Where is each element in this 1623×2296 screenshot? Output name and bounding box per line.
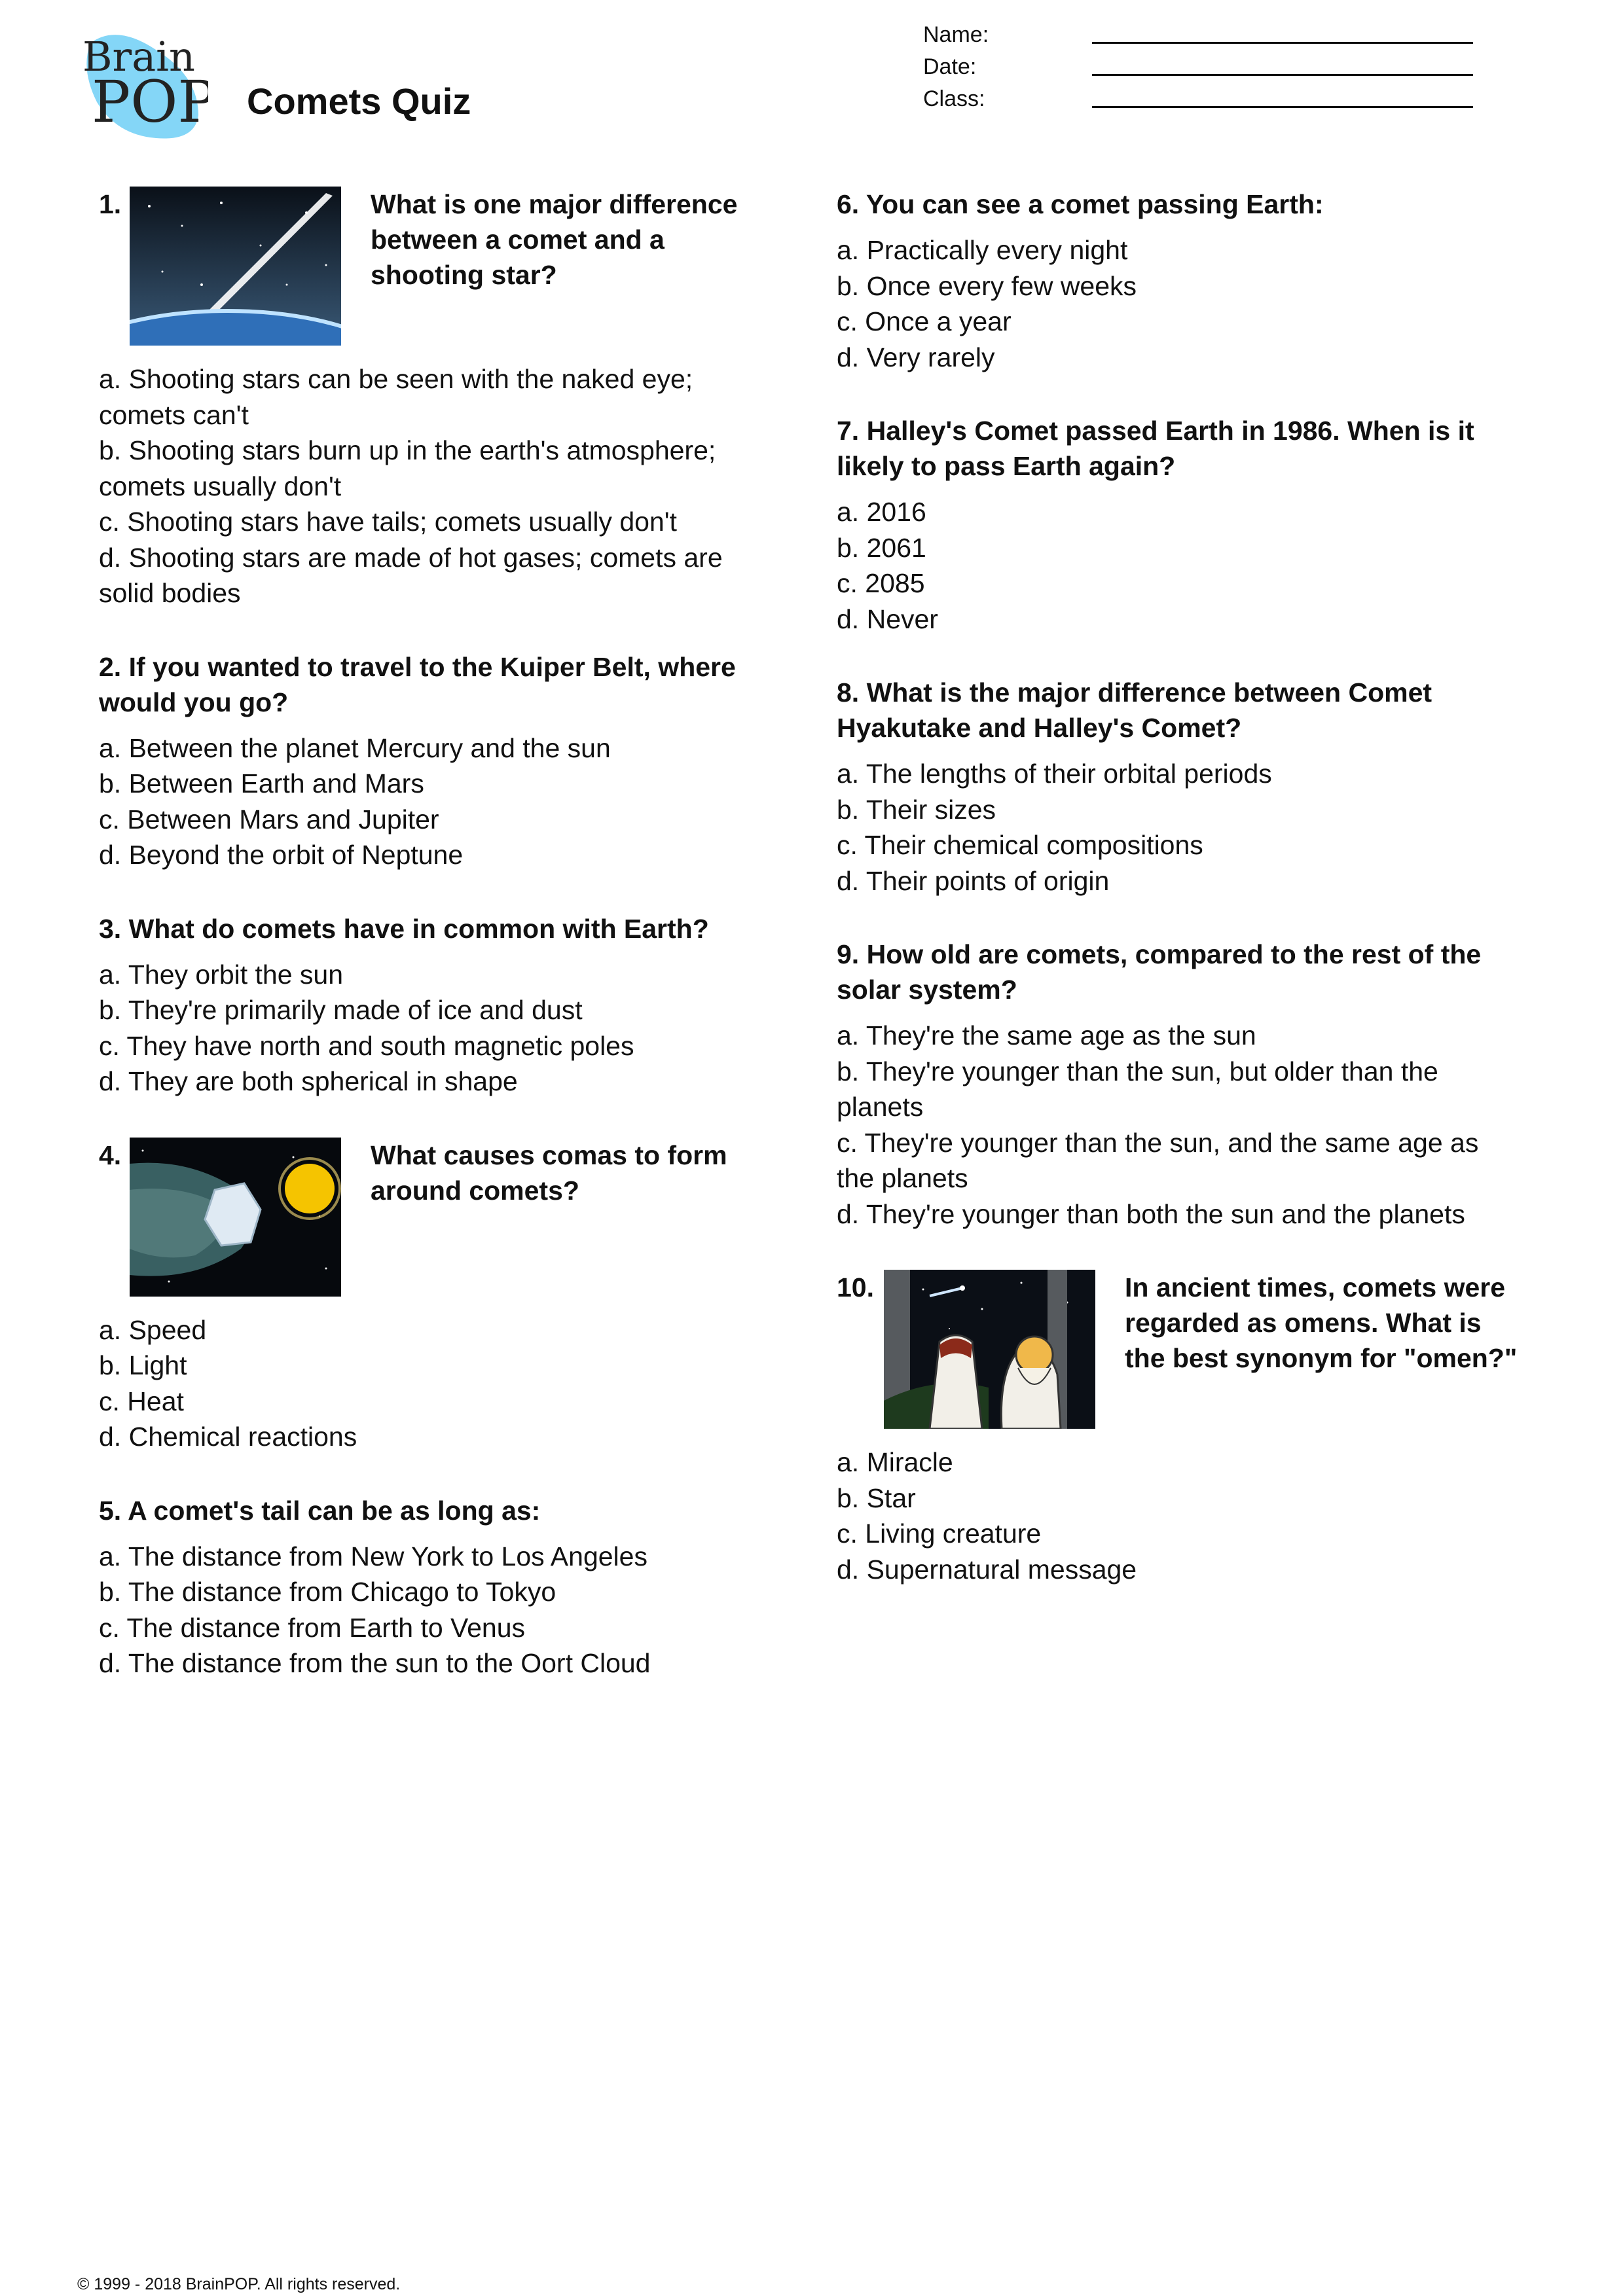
answer-option[interactable]: b. The distance from Chicago to Tokyo — [99, 1577, 556, 1607]
question-number: 9. — [837, 939, 860, 969]
comet-coma-image — [130, 1138, 341, 1297]
brainpop-logo — [77, 24, 208, 145]
question-text — [837, 675, 1518, 745]
question-prompt: Halley's Comet passed Earth in 1986. When is it likely to pass Earth again? — [837, 416, 1474, 481]
answer-option[interactable]: d. Shooting stars are made of hot gases; comets are solid bodies — [99, 542, 723, 608]
question-number: 5. — [99, 1495, 122, 1526]
answer-option[interactable]: a. Between the planet Mercury and the sun — [99, 732, 611, 763]
question-9 — [837, 937, 1518, 1232]
question-number: 3. — [99, 913, 122, 944]
answer-option[interactable]: d. They are both spherical in shape — [99, 1066, 518, 1096]
answer-option[interactable]: b. Once every few weeks — [837, 270, 1137, 301]
answer-list — [99, 361, 780, 611]
svg-text:POP: POP — [92, 68, 208, 135]
answer-option[interactable]: b. Shooting stars burn up in the earth's atmosphere; comets usually don't — [99, 435, 716, 501]
answer-option[interactable]: a. Speed — [99, 1314, 207, 1345]
answer-option[interactable]: c. They have north and south magnetic poles — [99, 1030, 634, 1061]
answer-option[interactable]: d. Chemical reactions — [99, 1422, 357, 1452]
question-10 — [837, 1270, 1518, 1587]
shooting-star-image — [130, 187, 341, 346]
right-column — [837, 187, 1518, 1625]
answer-option[interactable]: d. They're younger than both the sun and the planets — [837, 1198, 1465, 1229]
answer-list — [99, 957, 780, 1100]
answer-option[interactable]: d. Their points of origin — [837, 865, 1110, 896]
answer-option[interactable]: c. Their chemical compositions — [837, 830, 1203, 860]
answer-option[interactable]: d. Very rarely — [837, 342, 995, 372]
answer-option[interactable]: c. Between Mars and Jupiter — [99, 804, 439, 834]
question-prompt: A comet's tail can be as long as: — [128, 1495, 541, 1526]
question-text — [99, 649, 780, 720]
name-field[interactable] — [923, 21, 1512, 53]
question-text: What causes comas to form around comets? — [371, 1139, 727, 1206]
class-line — [1092, 106, 1473, 108]
question-6 — [837, 187, 1518, 375]
copyright-footer: © 1999 - 2018 BrainPOP. All rights reserved. — [77, 2275, 401, 2293]
answer-option[interactable]: a. 2016 — [837, 497, 926, 527]
answer-option[interactable]: d. Beyond the orbit of Neptune — [99, 840, 464, 870]
answer-option[interactable]: c. 2085 — [837, 568, 925, 598]
page-title: Comets Quiz — [247, 81, 471, 122]
question-number: 7. — [837, 416, 860, 446]
date-field[interactable] — [923, 53, 1512, 85]
class-field[interactable] — [923, 85, 1512, 117]
question-text — [99, 1493, 780, 1528]
answer-option[interactable]: a. They're the same age as the sun — [837, 1020, 1256, 1050]
answer-option[interactable]: b. Their sizes — [837, 794, 996, 825]
question-number: 10. — [837, 1272, 874, 1302]
answer-option[interactable]: b. Star — [837, 1482, 916, 1513]
question-prompt: How old are comets, compared to the rest of the solar system? — [837, 939, 1482, 1005]
question-prompt: What do comets have in common with Earth? — [128, 913, 709, 944]
answer-list — [99, 1539, 780, 1681]
answer-list — [837, 494, 1518, 637]
question-number: 6. — [837, 189, 860, 219]
date-line — [1092, 74, 1473, 76]
answer-list — [837, 1444, 1518, 1587]
answer-list — [837, 1018, 1518, 1232]
ancient-observers-image — [884, 1270, 1095, 1429]
answer-option[interactable]: a. Shooting stars can be seen with the naked eye; comets can't — [99, 364, 693, 430]
date-label: Date: — [923, 54, 977, 79]
answer-option[interactable]: b. Between Earth and Mars — [99, 768, 424, 798]
question-1 — [99, 187, 780, 611]
question-number: 1. — [99, 189, 122, 219]
question-5 — [99, 1493, 780, 1681]
question-2 — [99, 649, 780, 873]
answer-list — [99, 730, 780, 873]
question-text — [837, 937, 1518, 1007]
answer-option[interactable]: d. Never — [837, 603, 938, 634]
question-text — [837, 413, 1518, 484]
question-prompt: You can see a comet passing Earth: — [866, 189, 1324, 219]
question-text: In ancient times, comets were regarded as omens. What is the best synonym for "omen?" — [1125, 1272, 1518, 1373]
question-3 — [99, 911, 780, 1100]
svg-text:Brain: Brain — [82, 33, 195, 81]
student-info-fields — [923, 21, 1512, 117]
question-number: 4. — [99, 1139, 122, 1170]
question-number: 2. — [99, 651, 122, 682]
question-prompt: What is the major difference between Comet Hyakutake and Halley's Comet? — [837, 677, 1432, 743]
answer-option[interactable]: d. Supernatural message — [837, 1554, 1137, 1585]
name-label: Name: — [923, 22, 989, 47]
answer-option[interactable]: a. The lengths of their orbital periods — [837, 759, 1272, 789]
question-8 — [837, 675, 1518, 899]
answer-option[interactable]: c. Once a year — [837, 306, 1012, 336]
question-text — [837, 187, 1518, 222]
answer-option[interactable]: b. They're younger than the sun, but older than the planets — [837, 1056, 1438, 1122]
answer-option[interactable]: a. Practically every night — [837, 235, 1128, 265]
answer-option[interactable]: b. Light — [99, 1350, 187, 1380]
answer-option[interactable]: c. Shooting stars have tails; comets usually don't — [99, 507, 677, 537]
answer-option[interactable]: c. Heat — [99, 1386, 184, 1416]
answer-option[interactable]: c. They're younger than the sun, and the same age as the planets — [837, 1127, 1479, 1193]
question-text: What is one major difference between a comet and a shooting star? — [371, 189, 738, 290]
answer-option[interactable]: a. The distance from New York to Los Angeles — [99, 1541, 647, 1571]
answer-option[interactable]: c. Living creature — [837, 1518, 1042, 1549]
question-prompt: If you wanted to travel to the Kuiper Belt, where would you go? — [99, 651, 736, 717]
answer-list — [837, 756, 1518, 899]
class-label: Class: — [923, 86, 985, 111]
answer-option[interactable]: b. They're primarily made of ice and dust — [99, 995, 583, 1025]
question-4 — [99, 1138, 780, 1455]
question-text — [99, 911, 780, 946]
answer-option[interactable]: a. Miracle — [837, 1447, 953, 1477]
answer-list — [837, 232, 1518, 375]
name-line — [1092, 42, 1473, 44]
answer-option[interactable]: c. The distance from Earth to Venus — [99, 1612, 526, 1643]
question-7 — [837, 413, 1518, 637]
answer-list — [99, 1312, 780, 1455]
answer-option[interactable]: d. The distance from the sun to the Oort Cloud — [99, 1648, 651, 1678]
answer-option[interactable]: a. They orbit the sun — [99, 959, 344, 990]
left-column — [99, 187, 780, 1719]
answer-option[interactable]: b. 2061 — [837, 532, 926, 563]
question-number: 8. — [837, 677, 860, 708]
